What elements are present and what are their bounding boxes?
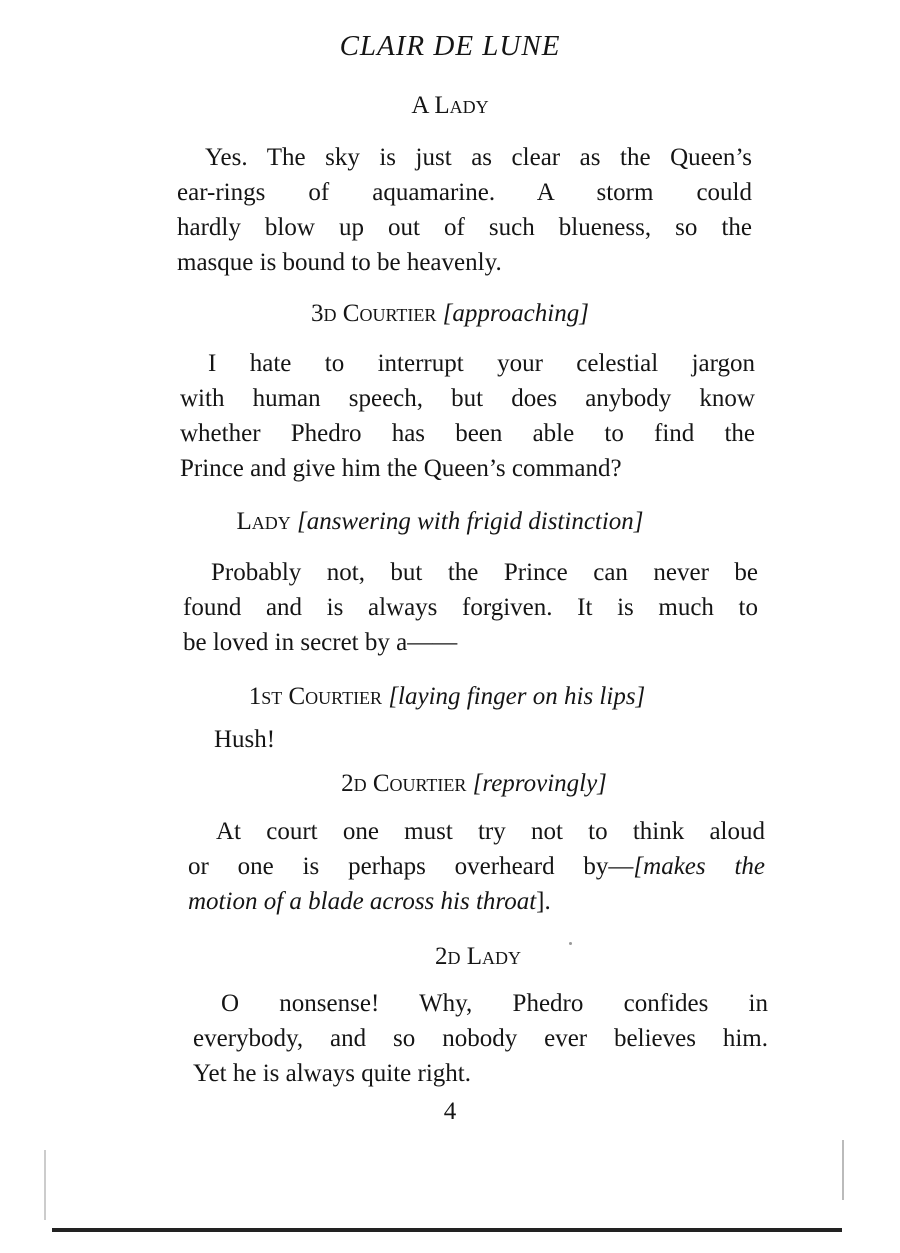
speaker-heading bbox=[0, 683, 897, 711]
speech bbox=[214, 722, 614, 757]
stage-direction: [approaching] bbox=[442, 300, 589, 327]
speech-line: Probably not, but the Prince can never be bbox=[211, 559, 758, 586]
speech-line: hardly blow up out of such blueness, so the bbox=[177, 214, 752, 241]
speech-line: Prince and give him the Queen’s command? bbox=[180, 455, 622, 482]
speech bbox=[193, 986, 768, 1091]
speech-line: Yet he is always quite right. bbox=[193, 1060, 471, 1087]
speech-line: everybody, and so nobody ever believes him. bbox=[193, 1025, 768, 1052]
speaker-heading bbox=[0, 508, 890, 536]
speaker-name: 2d Courtier bbox=[341, 770, 467, 797]
paper-speck bbox=[569, 942, 572, 945]
inline-stage-direction: [makes the bbox=[633, 853, 765, 880]
speech-line: with human speech, but does anybody know bbox=[180, 385, 755, 412]
speech-line: ear-rings of aquamarine. A storm could bbox=[177, 179, 752, 206]
speaker-name: Lady bbox=[236, 508, 291, 535]
speaker-heading bbox=[28, 943, 900, 971]
speech-line: At court one must try not to think aloud bbox=[216, 818, 765, 845]
paper-edge-mark bbox=[44, 1150, 46, 1220]
speech-line: masque is bound to be heavenly. bbox=[177, 249, 502, 276]
speech-line: Hush! bbox=[214, 726, 276, 753]
speech bbox=[177, 140, 752, 280]
stage-direction: [answering with frigid distinction] bbox=[296, 508, 644, 535]
speaker-name: 3d Courtier bbox=[311, 300, 437, 327]
speech-line: I hate to interrupt your celestial jargon bbox=[208, 350, 755, 377]
bottom-rule bbox=[52, 1228, 842, 1232]
inline-stage-direction: motion of a blade across his throat bbox=[188, 888, 537, 915]
speaker-name: 2d Lady bbox=[434, 943, 522, 970]
speech bbox=[183, 555, 758, 660]
speech-line: Yes. The sky is just as clear as the Queen’s bbox=[205, 144, 752, 171]
stage-direction: [reprovingly] bbox=[472, 770, 607, 797]
speaker-heading bbox=[24, 770, 900, 798]
speech-line: motion of a blade across his throat]. bbox=[188, 888, 551, 915]
speech bbox=[188, 814, 765, 919]
running-head: CLAIR DE LUNE bbox=[339, 30, 561, 62]
speech bbox=[180, 346, 755, 486]
paper-edge-mark bbox=[842, 1140, 844, 1200]
speaker-heading bbox=[0, 92, 900, 120]
speaker-name: 1st Courtier bbox=[248, 683, 383, 710]
speech-line: O nonsense! Why, Phedro confides in bbox=[221, 990, 768, 1017]
speech-line: whether Phedro has been able to find the bbox=[180, 420, 755, 447]
speech-line: found and is always forgiven. It is much to bbox=[183, 594, 758, 621]
speaker-heading bbox=[0, 300, 900, 328]
speech-line: be loved in secret by a—— bbox=[183, 629, 458, 656]
speech-line: or one is perhaps overheard by—[makes the bbox=[188, 853, 765, 880]
page-number: 4 bbox=[443, 1098, 457, 1125]
stage-direction: [laying finger on his lips] bbox=[388, 683, 646, 710]
speaker-name: A Lady bbox=[411, 92, 489, 119]
